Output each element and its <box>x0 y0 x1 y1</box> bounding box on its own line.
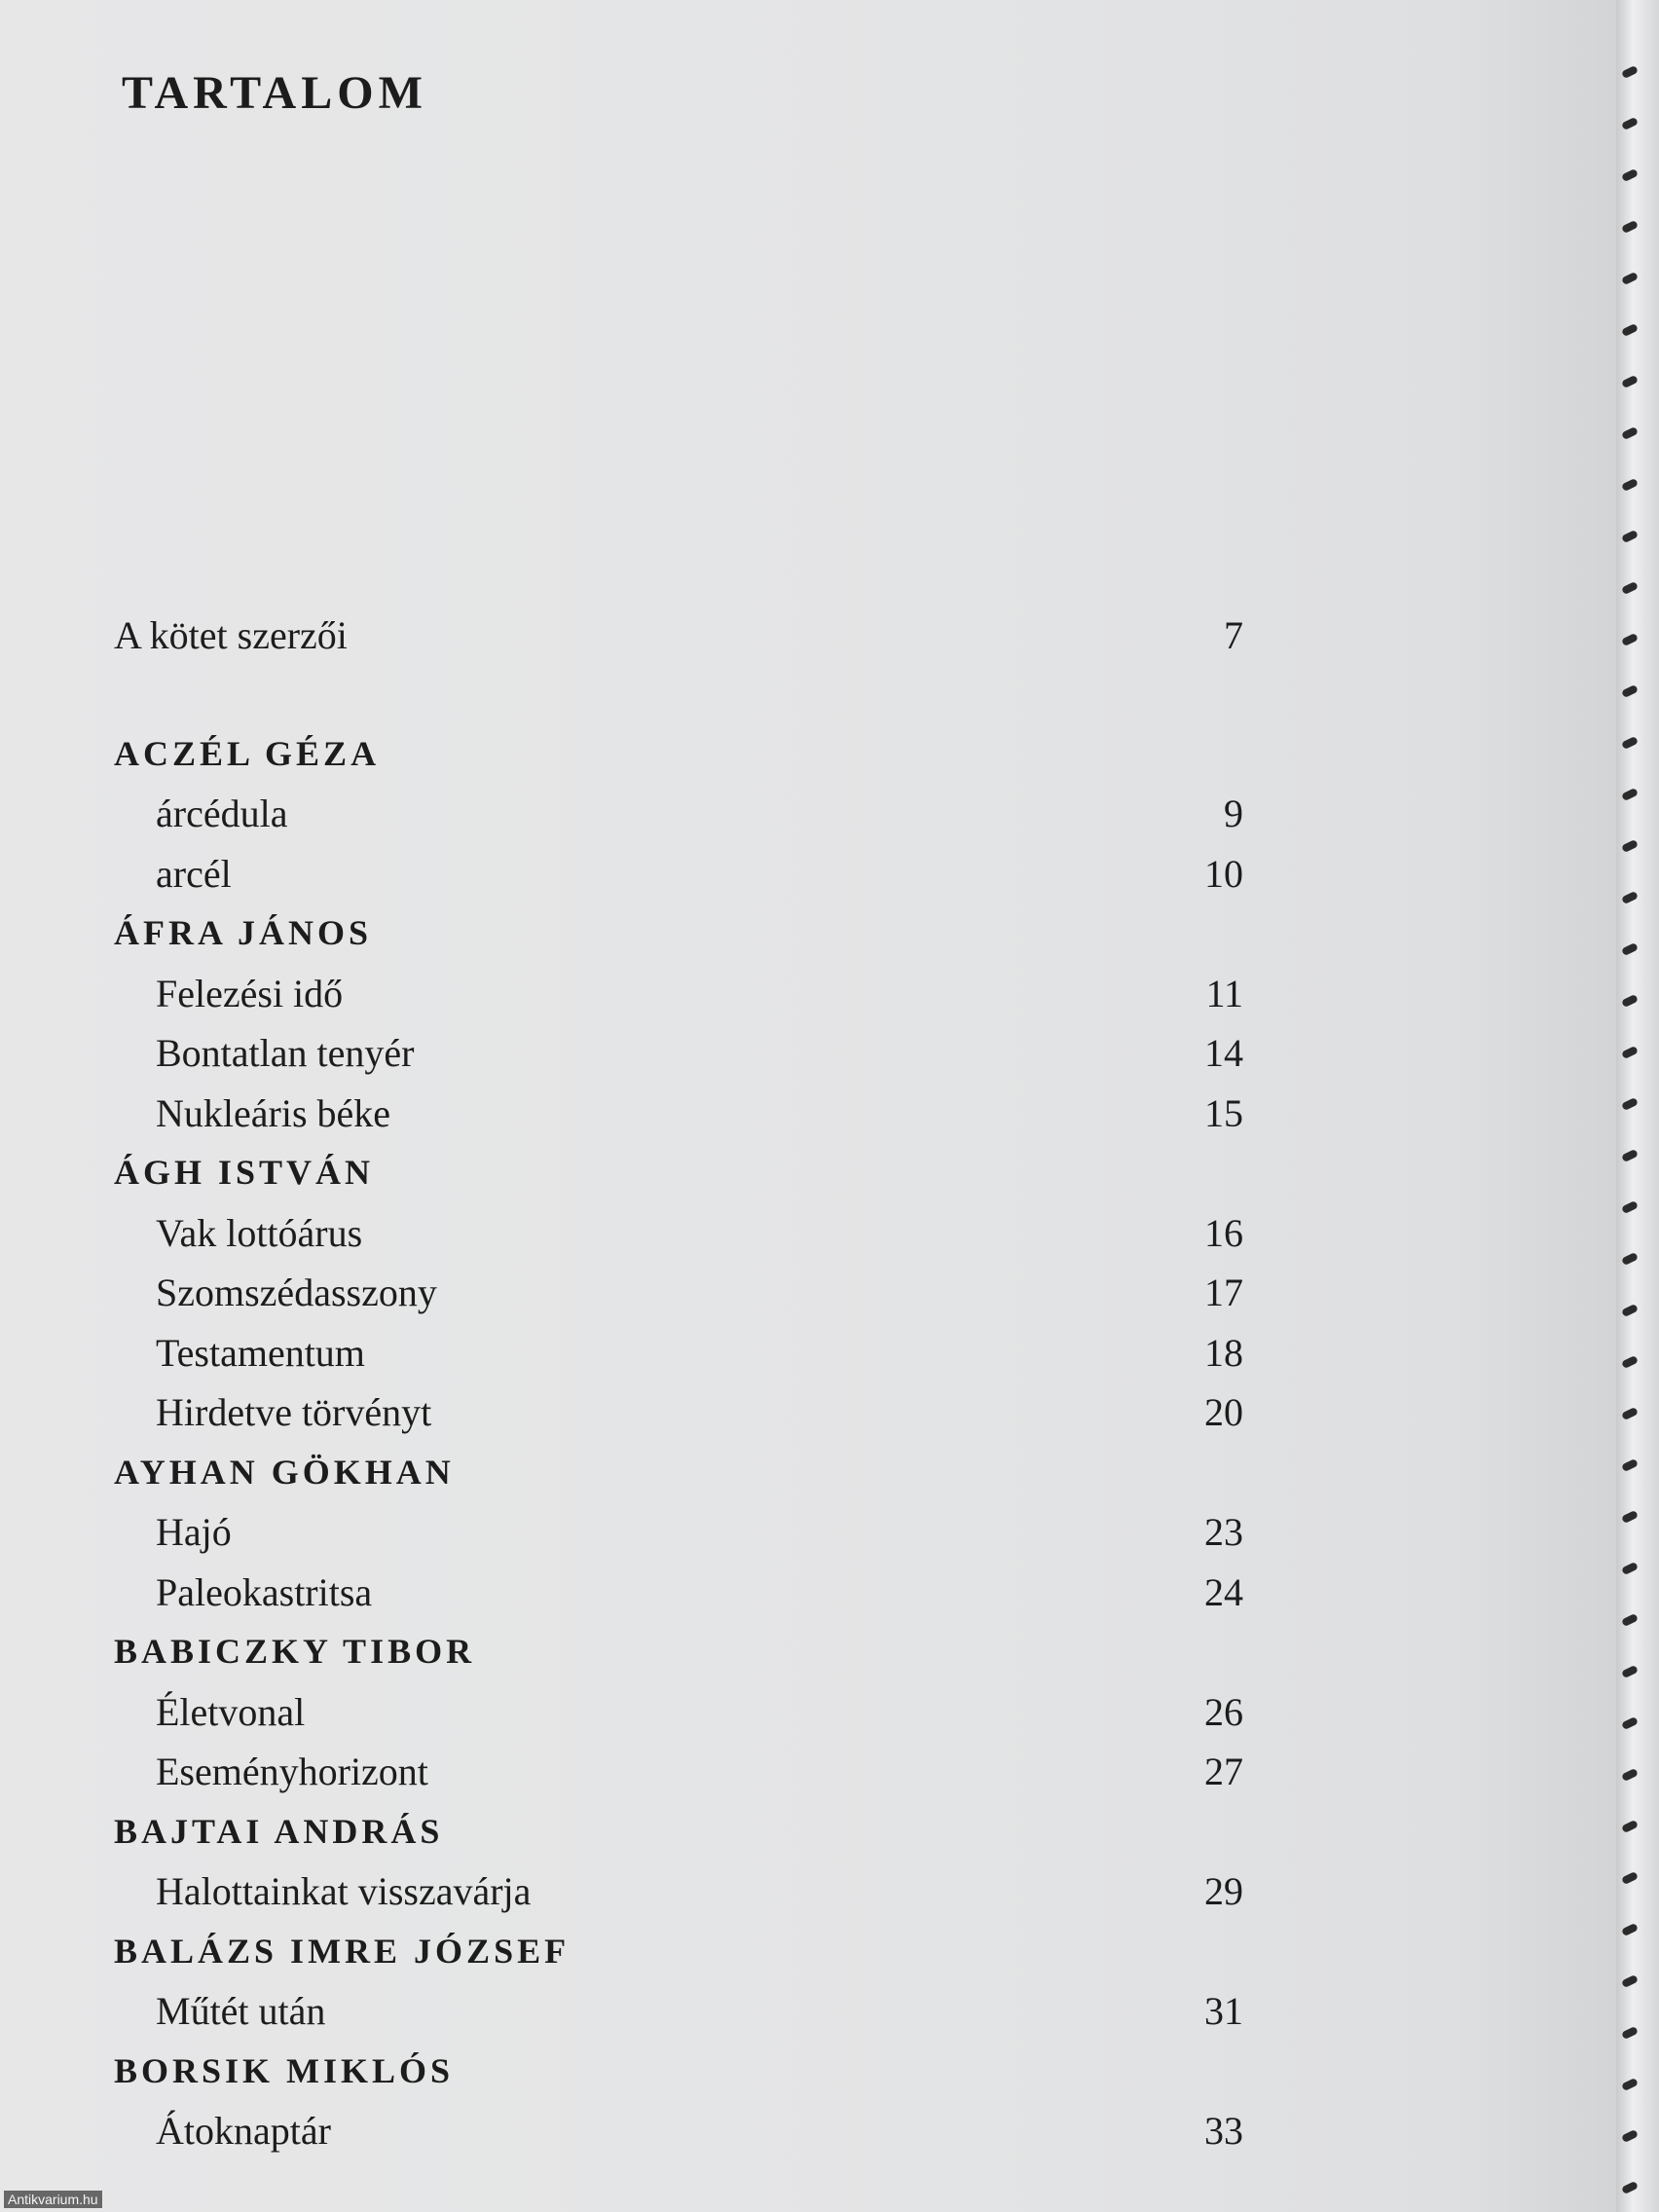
author-name: ÁGH ISTVÁN <box>114 1153 375 1192</box>
binding-ring <box>1621 117 1639 130</box>
entry-title: Átoknaptár <box>156 2109 331 2153</box>
toc-author <box>114 1922 1243 1982</box>
toc-entry <box>114 1323 1243 1383</box>
toc-entry <box>114 1023 1243 1084</box>
toc-author <box>114 1622 1243 1682</box>
binding-ring <box>1621 736 1639 750</box>
author-name: BAJTAI ANDRÁS <box>114 1811 444 1851</box>
author-name: AYHAN GÖKHAN <box>114 1452 455 1492</box>
binding-ring <box>1621 788 1639 801</box>
page-number: 14 <box>1204 1031 1243 1075</box>
toc-entry <box>114 1742 1243 1802</box>
toc-entry <box>114 784 1243 844</box>
binding-ring <box>1621 1613 1639 1627</box>
toc-entry <box>114 1981 1243 2042</box>
page-title: TARTALOM <box>122 67 427 119</box>
page-number: 16 <box>1204 1210 1243 1255</box>
page-number: 27 <box>1204 1750 1243 1793</box>
binding-ring <box>1621 1046 1639 1059</box>
entry-title: Nukleáris béke <box>156 1090 391 1135</box>
author-name: ÁFRA JÁNOS <box>114 913 373 952</box>
entry-title: Műtét után <box>156 1989 326 2033</box>
toc-author <box>114 1443 1243 1503</box>
binding-ring <box>1621 1510 1639 1524</box>
binding-ring <box>1621 1458 1639 1472</box>
page-number: 29 <box>1204 1869 1243 1913</box>
binding-ring <box>1621 684 1639 698</box>
binding-ring <box>1621 272 1639 285</box>
spiral-binding <box>1616 0 1659 2212</box>
binding-ring <box>1621 426 1639 440</box>
binding-ring <box>1621 1871 1639 1885</box>
entry-title: Felezési idő <box>156 971 344 1015</box>
page-number: 7 <box>1224 613 1243 657</box>
toc-entry <box>114 1203 1243 1264</box>
page-number: 11 <box>1205 971 1243 1015</box>
binding-ring <box>1621 375 1639 388</box>
toc-entry <box>114 844 1243 904</box>
binding-ring <box>1621 1923 1639 1936</box>
page-number: 15 <box>1204 1090 1243 1135</box>
entry-title: Vak lottóárus <box>156 1210 363 1255</box>
entry-title: Szomszédasszony <box>156 1271 437 1314</box>
binding-ring <box>1621 1149 1639 1162</box>
page-number: 24 <box>1204 1569 1243 1614</box>
binding-ring <box>1621 323 1639 337</box>
toc-entry <box>114 1563 1243 1623</box>
binding-ring <box>1621 1252 1639 1266</box>
binding-ring <box>1621 1665 1639 1678</box>
entry-title: Hirdetve törvényt <box>156 1390 432 1434</box>
binding-ring <box>1621 1768 1639 1782</box>
binding-ring <box>1621 168 1639 182</box>
binding-ring <box>1621 1974 1639 1988</box>
binding-ring <box>1621 65 1639 79</box>
table-of-contents <box>114 606 1243 2161</box>
entry-title: Halottainkat visszavárja <box>156 1869 532 1913</box>
toc-entry <box>114 1502 1243 1563</box>
binding-ring <box>1621 1097 1639 1111</box>
author-name: BABICZKY TIBOR <box>114 1632 476 1671</box>
page-number: 17 <box>1204 1271 1243 1314</box>
binding-ring <box>1621 478 1639 492</box>
binding-ring <box>1621 1820 1639 1833</box>
binding-ring <box>1621 994 1639 1008</box>
toc-entry <box>114 1084 1243 1144</box>
author-name: ACZÉL GÉZA <box>114 733 381 773</box>
toc-entry <box>114 964 1243 1024</box>
toc-author <box>114 1802 1243 1862</box>
binding-ring <box>1621 2181 1639 2194</box>
page-number: 10 <box>1204 851 1243 896</box>
binding-ring <box>1621 942 1639 956</box>
page-number: 33 <box>1204 2109 1243 2153</box>
entry-title: Testamentum <box>156 1330 365 1375</box>
entry-title: Életvonal <box>156 1689 306 1734</box>
toc-entry <box>114 606 1243 666</box>
entry-title: Paleokastritsa <box>156 1569 373 1614</box>
author-name: BALÁZS IMRE JÓZSEF <box>114 1931 571 1971</box>
toc-entry <box>114 1682 1243 1743</box>
toc-entry <box>114 2101 1243 2161</box>
page-number: 20 <box>1204 1390 1243 1434</box>
binding-ring <box>1621 1407 1639 1420</box>
entry-title: Bontatlan tenyér <box>156 1031 415 1075</box>
binding-ring <box>1621 1304 1639 1317</box>
binding-ring <box>1621 2026 1639 2040</box>
watermark-label: Antikvarium.hu <box>4 2191 102 2208</box>
binding-ring <box>1621 1200 1639 1214</box>
entry-title: Hajó <box>156 1510 232 1554</box>
entry-title: árcédula <box>156 792 288 835</box>
toc-author <box>114 724 1243 785</box>
page-number: 9 <box>1224 792 1243 835</box>
binding-ring <box>1621 1562 1639 1575</box>
binding-ring <box>1621 891 1639 904</box>
page-number: 31 <box>1204 1989 1243 2033</box>
page-number: 26 <box>1204 1689 1243 1734</box>
binding-ring <box>1621 220 1639 234</box>
toc-entry <box>114 1862 1243 1922</box>
entry-title: arcél <box>156 851 232 896</box>
page-number: 23 <box>1204 1510 1243 1554</box>
binding-ring <box>1621 839 1639 853</box>
binding-ring <box>1621 530 1639 543</box>
page-number: 18 <box>1204 1330 1243 1375</box>
binding-ring <box>1621 2078 1639 2091</box>
toc-entry <box>114 1382 1243 1443</box>
author-name: BORSIK MIKLÓS <box>114 2050 455 2090</box>
binding-ring <box>1621 581 1639 595</box>
toc-author <box>114 2042 1243 2102</box>
toc-author <box>114 1143 1243 1203</box>
entry-title: A kötet szerzői <box>114 613 348 657</box>
toc-author <box>114 903 1243 964</box>
binding-ring <box>1621 1355 1639 1369</box>
toc-entry <box>114 1263 1243 1323</box>
entry-title: Eseményhorizont <box>156 1750 428 1793</box>
binding-ring <box>1621 633 1639 646</box>
binding-ring <box>1621 1716 1639 1730</box>
binding-ring <box>1621 2129 1639 2143</box>
